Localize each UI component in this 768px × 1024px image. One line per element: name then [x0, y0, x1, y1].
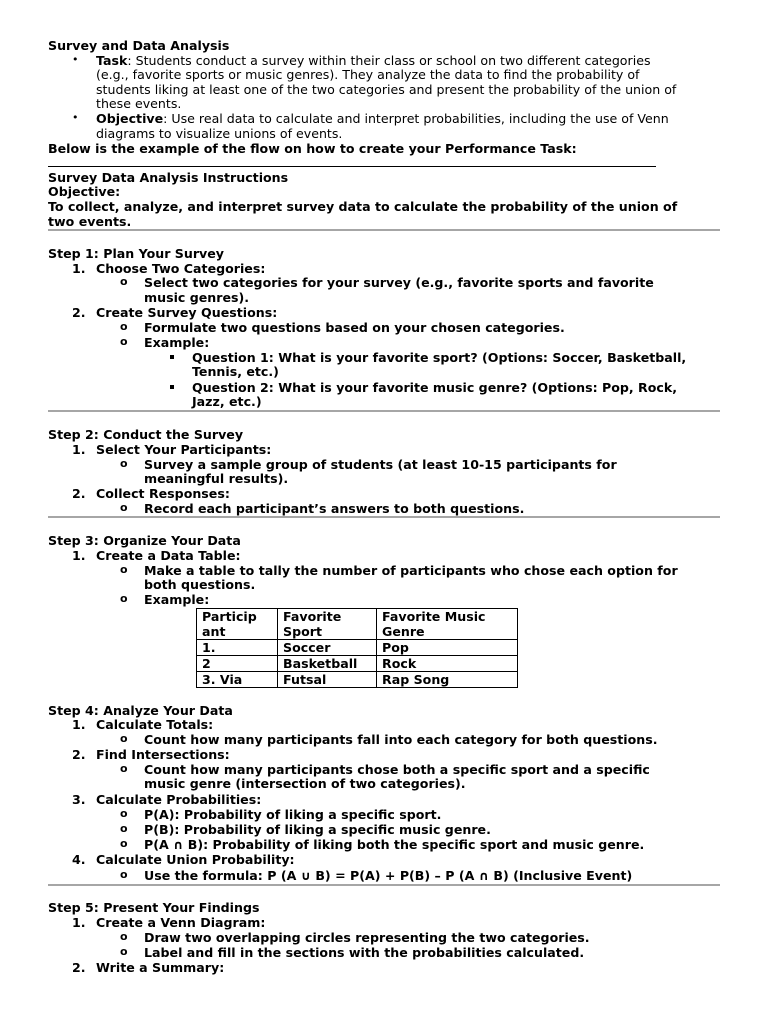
section-divider	[48, 884, 720, 886]
step4-heading: Step 4: Analyze Your Data	[48, 703, 233, 718]
step5-item: Write a Summary:	[96, 960, 225, 975]
table-cell: 2	[197, 656, 278, 672]
list-number: 2.	[72, 960, 86, 975]
step3-subitem: Make a table to tally the number of participants who chose each option for	[144, 563, 678, 578]
sub-bullet-icon: o	[120, 822, 128, 835]
section-divider	[48, 410, 720, 412]
sub-bullet-icon: o	[120, 930, 128, 943]
step1-subitem: Example:	[144, 335, 210, 350]
list-number: 1.	[72, 915, 86, 930]
step1-heading: Step 1: Plan Your Survey	[48, 246, 224, 261]
table-cell: 3. Via	[197, 672, 278, 688]
step3-subitem: both questions.	[144, 577, 256, 592]
step4-subitem: music genre (intersection of two categories).	[144, 776, 466, 791]
step2-heading: Step 2: Conduct the Survey	[48, 427, 244, 442]
table-row	[197, 656, 518, 672]
document-title: Survey and Data Analysis	[48, 38, 230, 53]
table-cell: Soccer	[278, 640, 377, 656]
table-row	[197, 640, 518, 656]
example-question: Tennis, etc.)	[192, 364, 279, 379]
table-cell: Rap Song	[377, 672, 518, 688]
example-question: Question 1: What is your favorite sport? (Options: Soccer, Basketball,	[192, 350, 687, 365]
sub-bullet-icon: o	[120, 335, 128, 348]
step2-item: Select Your Participants:	[96, 442, 272, 457]
step3-subitem: Example:	[144, 592, 210, 607]
step1-subitem: music genres).	[144, 290, 250, 305]
step2-subitem: Record each participant’s answers to both questions.	[144, 501, 525, 516]
step4-subitem: P(A ∩ B): Probability of liking both the specific sport and music genre.	[144, 837, 645, 852]
sub-bullet-icon: o	[120, 320, 128, 333]
task-line: Task: Students conduct a survey within their class or school on two different categories	[96, 53, 651, 68]
step2-subitem: meaningful results).	[144, 471, 289, 486]
list-number: 1.	[72, 442, 86, 457]
table-cell: Basketball	[278, 656, 377, 672]
table-cell: Pop	[377, 640, 518, 656]
step4-item: Find Intersections:	[96, 747, 230, 762]
table-header-cell: Particip ant	[197, 609, 278, 640]
objective-line: diagrams to visualize unions of events.	[96, 126, 343, 141]
table-header-cell: Favorite Sport	[278, 609, 377, 640]
step1-item: Create Survey Questions:	[96, 305, 278, 320]
objective-text: To collect, analyze, and interpret survey data to calculate the probability of the union of	[48, 199, 678, 214]
objective-label: Objective	[96, 111, 164, 126]
list-number: 3.	[72, 792, 86, 807]
list-number: 2.	[72, 305, 86, 320]
step5-subitem: Draw two overlapping circles representing the two categories.	[144, 930, 590, 945]
sub-bullet-icon: o	[120, 592, 128, 605]
list-number: 1.	[72, 548, 86, 563]
step5-heading: Step 5: Present Your Findings	[48, 900, 260, 915]
step3-item: Create a Data Table:	[96, 548, 241, 563]
list-number: 1.	[72, 717, 86, 732]
table-row	[197, 672, 518, 688]
task-line: these events.	[96, 96, 182, 111]
step4-subitem: P(B): Probability of liking a specific music genre.	[144, 822, 491, 837]
table-cell: Futsal	[278, 672, 377, 688]
sub-bullet-icon: o	[120, 837, 128, 850]
step3-heading: Step 3: Organize Your Data	[48, 533, 241, 548]
task-label: Task	[96, 53, 128, 68]
step1-subitem: Select two categories for your survey (e.g., favorite sports and favorite	[144, 275, 654, 290]
sub-bullet-icon: o	[120, 501, 128, 514]
step5-subitem: Label and fill in the sections with the probabilities calculated.	[144, 945, 585, 960]
bullet-icon: •	[72, 53, 79, 66]
step4-item: Calculate Probabilities:	[96, 792, 262, 807]
step1-subitem: Formulate two questions based on your chosen categories.	[144, 320, 565, 335]
step4-item: Calculate Totals:	[96, 717, 214, 732]
bullet-icon: •	[72, 111, 79, 124]
square-bullet-icon	[170, 355, 174, 359]
list-number: 1.	[72, 261, 86, 276]
table-header-row	[197, 609, 518, 640]
example-data-table	[196, 608, 518, 688]
step4-subitem: Count how many participants chose both a specific sport and a specific	[144, 762, 650, 777]
divider-line	[48, 166, 656, 167]
sub-bullet-icon: o	[120, 732, 128, 745]
objective-text: two events.	[48, 214, 132, 229]
example-question: Jazz, etc.)	[192, 394, 262, 409]
task-line: (e.g., favorite sports or music genres). They analyze the data to find the probability of	[96, 67, 640, 82]
example-question: Question 2: What is your favorite music genre? (Options: Pop, Rock,	[192, 380, 678, 395]
sub-bullet-icon: o	[120, 807, 128, 820]
sub-bullet-icon: o	[120, 457, 128, 470]
section-divider	[48, 229, 720, 231]
objective-heading: Objective:	[48, 184, 121, 199]
step4-subitem: P(A): Probability of liking a specific sport.	[144, 807, 442, 822]
step4-subitem: Count how many participants fall into each category for both questions.	[144, 732, 658, 747]
step5-item: Create a Venn Diagram:	[96, 915, 266, 930]
step4-item: Calculate Union Probability:	[96, 852, 295, 867]
list-number: 2.	[72, 486, 86, 501]
table-cell: 1.	[197, 640, 278, 656]
sub-bullet-icon: o	[120, 275, 128, 288]
sub-bullet-icon: o	[120, 868, 128, 881]
task-line: students liking at least one of the two categories and present the probability of the union of	[96, 82, 677, 97]
sub-bullet-icon: o	[120, 762, 128, 775]
table-cell: Rock	[377, 656, 518, 672]
section-divider	[48, 516, 720, 518]
square-bullet-icon	[170, 385, 174, 389]
union-formula: Use the formula: P (A ∪ B) = P(A) + P(B) – P (A ∩ B) (Inclusive Event)	[144, 868, 633, 883]
step2-subitem: Survey a sample group of students (at least 10-15 participants for	[144, 457, 617, 472]
list-number: 4.	[72, 852, 86, 867]
table-header-cell: Favorite Music Genre	[377, 609, 518, 640]
flow-note: Below is the example of the flow on how to create your Performance Task:	[48, 141, 577, 156]
list-number: 2.	[72, 747, 86, 762]
step2-item: Collect Responses:	[96, 486, 230, 501]
objective-line: Objective: Use real data to calculate and interpret probabilities, including the use of Venn	[96, 111, 669, 126]
instructions-title: Survey Data Analysis Instructions	[48, 170, 289, 185]
sub-bullet-icon: o	[120, 563, 128, 576]
step1-item: Choose Two Categories:	[96, 261, 266, 276]
sub-bullet-icon: o	[120, 945, 128, 958]
